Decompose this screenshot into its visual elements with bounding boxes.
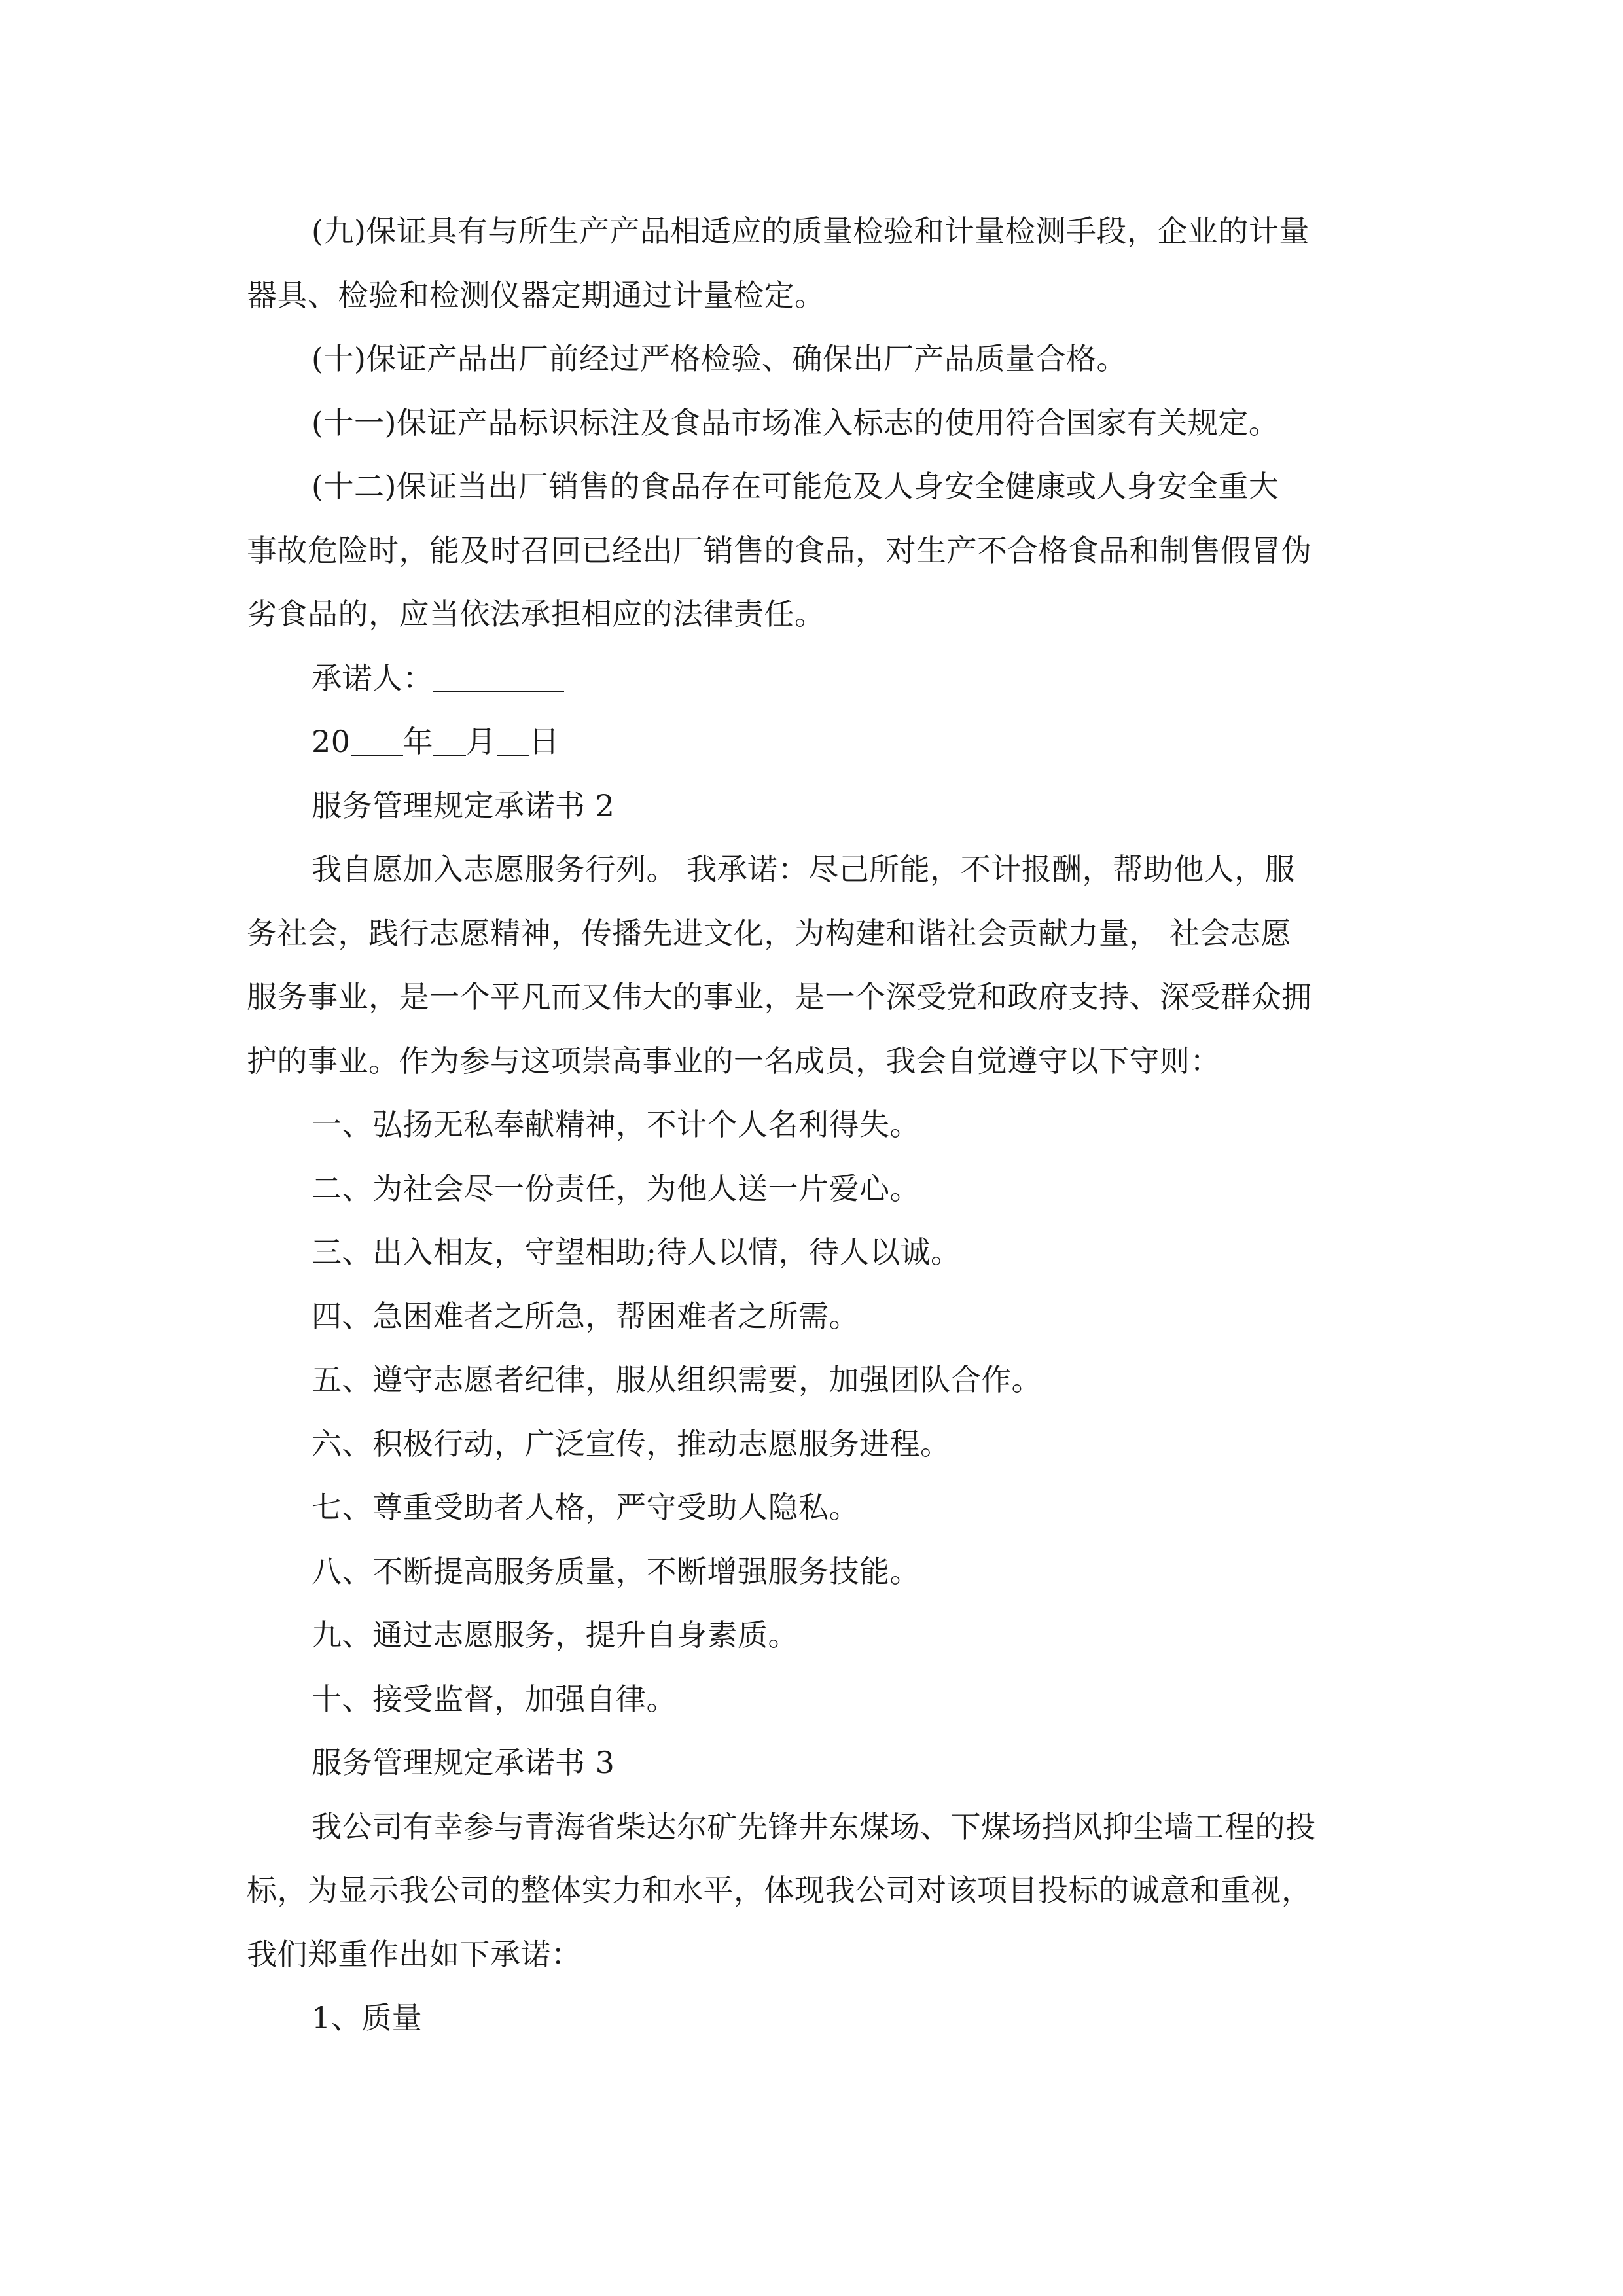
paragraph-item-9 bbox=[247, 200, 1389, 327]
text-line: 护的事业。作为参与这项崇高事业的一名成员，我会自觉遵守以下守则： bbox=[247, 1043, 1221, 1079]
rule-item: 三、出入相友，守望相助;待人以情，待人以诚。 bbox=[312, 1234, 961, 1270]
month-blank bbox=[433, 728, 466, 756]
year-blank bbox=[351, 728, 403, 756]
text-line: 我们郑重作出如下承诺： bbox=[247, 1936, 582, 1972]
rule-item: 五、遵守志愿者纪律，服从组织需要，加强团队合作。 bbox=[312, 1362, 1042, 1397]
day-blank bbox=[497, 728, 529, 756]
signer-label: 承诺人： bbox=[312, 660, 433, 696]
section-title-3: 服务管理规定承诺书 3 bbox=[312, 1745, 615, 1780]
rule-item: 六、积极行动，广泛宣传，推动志愿服务进程。 bbox=[312, 1426, 951, 1462]
rule-item: 四、急困难者之所急，帮困难者之所需。 bbox=[312, 1298, 859, 1334]
date-prefix: 20 bbox=[312, 724, 351, 759]
date-year-label: 年 bbox=[402, 724, 434, 759]
text-line: 标，为显示我公司的整体实力和水平，体现我公司对该项目投标的诚意和重视， bbox=[247, 1873, 1312, 1908]
section-title-2: 服务管理规定承诺书 2 bbox=[312, 787, 615, 823]
text-line: 我自愿加入志愿服务行列。 我承诺：尽己所能，不计报酬，帮助他人，服 bbox=[312, 852, 1296, 887]
rule-item: 一、弘扬无私奉献精神，不计个人名利得失。 bbox=[312, 1107, 920, 1142]
rule-item: 七、尊重受助者人格，严守受助人隐私。 bbox=[312, 1490, 859, 1525]
rule-item: 十、接受监督，加强自律。 bbox=[312, 1681, 677, 1717]
text-line: 事故危险时，能及时召回已经出厂销售的食品，对生产不合格食品和制售假冒伪 bbox=[247, 532, 1312, 568]
signer-line bbox=[247, 647, 1389, 711]
text-line: 劣食品的，应当依法承担相应的法律责任。 bbox=[247, 596, 825, 632]
text-line: 器具、检验和检测仪器定期通过计量检定。 bbox=[247, 277, 825, 313]
text-line: 务社会，践行志愿精神，传播先进文化，为构建和谐社会贡献力量， 社会志愿 bbox=[247, 915, 1292, 951]
paragraph-item-11: (十一)保证产品标识标注及食品市场准入标志的使用符合国家有关规定。 bbox=[312, 404, 1279, 440]
rule-item: 八、不断提高服务质量，不断增强服务技能。 bbox=[312, 1553, 920, 1589]
paragraph-item-10: (十)保证产品出厂前经过严格检验、确保出厂产品质量合格。 bbox=[312, 341, 1127, 376]
date-day-label: 日 bbox=[529, 724, 560, 759]
text-line: 我公司有幸参与青海省柴达尔矿先锋井东煤场、下煤场挡风抑尘墙工程的投 bbox=[312, 1808, 1316, 1844]
text-line: (十二)保证当出厂销售的食品存在可能危及人身安全健康或人身安全重大 bbox=[312, 469, 1279, 504]
rule-item: 九、通过志愿服务，提升自身素质。 bbox=[312, 1617, 798, 1653]
text-line: 服务事业，是一个平凡而又伟大的事业，是一个深受党和政府支持、深受群众拥 bbox=[247, 979, 1312, 1014]
rule-item: 二、为社会尽一份责任，为他人送一片爱心。 bbox=[312, 1170, 920, 1206]
intro-paragraph-2 bbox=[247, 838, 1389, 1093]
item-quality: 1、质量 bbox=[312, 2000, 423, 2036]
text-line: (九)保证具有与所生产产品相适应的质量检验和计量检测手段，企业的计量 bbox=[312, 213, 1310, 249]
signer-blank bbox=[433, 665, 564, 692]
date-line bbox=[247, 710, 1389, 774]
document-page bbox=[247, 200, 1389, 2051]
date-month-label: 月 bbox=[466, 724, 497, 759]
intro-paragraph-3 bbox=[247, 1795, 1389, 1987]
paragraph-item-12 bbox=[247, 455, 1389, 647]
